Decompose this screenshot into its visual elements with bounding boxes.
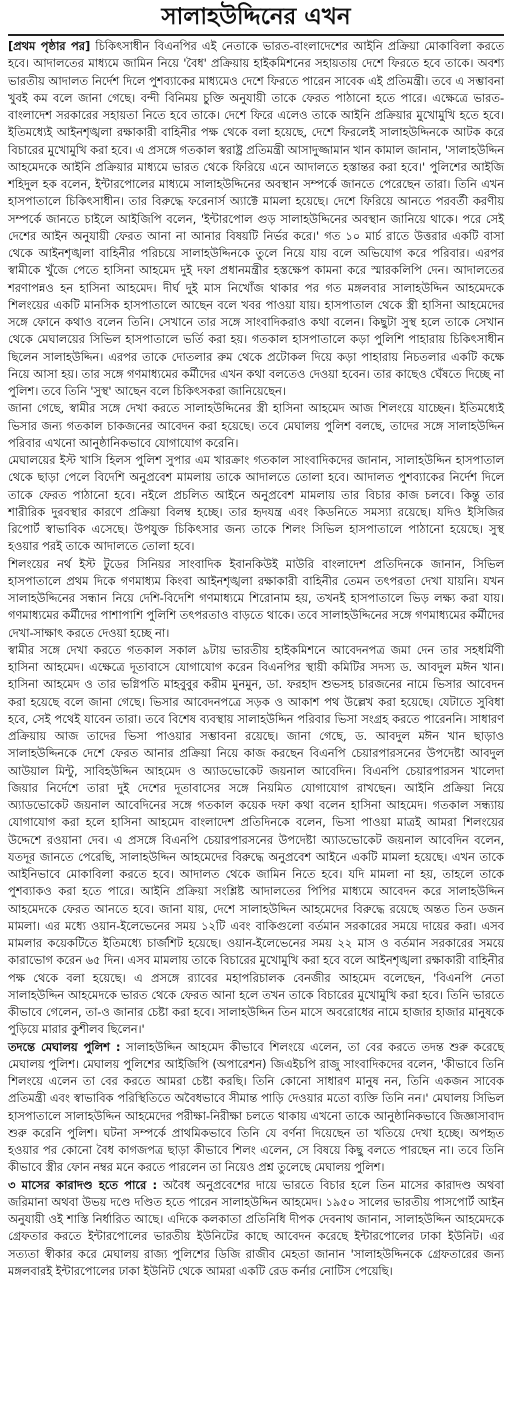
paragraph-text: সালাহউদ্দিন আহমেদ কীভাবে শিলংয়ে এলেন, তা বের করতে তদন্ত শুরু করেছে মেঘালয় পুলিশ। মেঘালয় পুলিশের আইজিপি (অপারেশন) জিএইচপি রাজু সাংবাদিকদের বলেন, 'কীভাবে তিনি শিলংয়ে এলেন তা বের করতে আমরা চেষ্টা করছি। তিনি কোনো সাধারণ মানুষ নন, তিনি একজন সাবেক প্রতিমন্ত্রী এবং স্বাভাবিক পরিস্থিতিতে অবৈধভাবে সীমান্ত পাড়ি দেওয়ার মতো ব্যক্তি তিনি নন।' মেঘালয় সিভিল হাসপাতালে সালাহউদ্দিন আহমেদের পরীক্ষা-নিরীক্ষা চলতে থাকায় এখনো তাকে আনুষ্ঠানিকভাবে জিজ্ঞাসাবাদ শুরু করেনি পুলিশ। ঘটনা সম্পর্কে প্রাথমিকভাবে তিনি যে বর্ণনা দিয়েছেন তা খতিয়ে দেখা হচ্ছে। অপহৃত হওয়ার পর কোনো বৈধ কাগজপত্র ছাড়া কীভাবে শিলং এলেন, সে বিষয়ে কিছু বলতে পারছেন না। তবে তিনি কীভাবে স্ত্রীর ফোন নম্বর মনে করতে পারলেন তা নিয়েও প্রশ্ন তুলেছে মেঘালয় পুলিশ। [8,1039,504,1175]
paragraph-5 [8,642,504,1039]
article-body [8,38,504,1280]
paragraph-text: অবৈধ অনুপ্রবেশের দায়ে ভারতে বিচার হলে তিন মাসের কারাদণ্ড অথবা জরিমানা অথবা উভয় দণ্ডে দণ্ডিত হতে পারেন সালাহউদ্দিন আহমেদ। ১৯৫০ সালের ভারতীয় পাসপোর্ট আইন অনুযায়ী ওই শাস্তি নির্ধারিত আছে। এদিকে কলকাতা প্রতিনিধি দীপক দেবনাথ জানান, সালাহউদ্দিন আহমেদকে গ্রেফতার করতে ইন্টারপোলের ভারতীয় ইউনিটের কাছে আবেদন করেছে ইন্টারপোলের ঢাকা ইউনিট। এর সত্যতা স্বীকার করে মেঘালয় রাজ্য পুলিশের ডিজি রাজীব মেহতা জানান 'সালাহউদ্দিনকে গ্রেফতারের জন্য মঙ্গলবারই ইন্টারপোলের ঢাকা ইউনিট থেকে আমরা একটি রেড কর্নার নোটিস পেয়েছি। [8,1177,504,1278]
subheading-meghalaya-police: তদন্তে মেঘালয় পুলিশ : [8,1039,121,1054]
paragraph-3 [8,452,504,556]
paragraph-text: মেঘালয়ের ইস্ট খাসি হিলস পুলিশ সুপার এম খারক্রাং গতকাল সাংবাদিকদের জানান, সালাহউদ্দিন হাসপাতাল থেকে ছাড়া পেলে বিদেশি অনুপ্রবেশ মামলায় তাকে আদালতে তোলা হবে। আদালত পুশব্যাকের নির্দেশ দিলে তাকে ফেরত পাঠানো হবে। নইলে প্রচলিত আইনে অনুপ্রবেশ মামলায় তার বিচার কাজ চলবে। কিন্তু তার শারীরিক দুরবস্থার কারণে প্রক্রিয়া বিলম্ব হচ্ছে। তার হৃদযন্ত্র এবং কিডনিতে সমস্যা রয়েছে। যদিও ইসিজির রিপোর্ট স্বাভাবিক এসেছে। উপযুক্ত চিকিৎসার জন্য তাকে শিলং সিভিল হাসপাতালে পাঠানো হয়েছে। সুস্থ হওয়ার পরই তাকে আদালতে তোলা হবে। [8,453,504,554]
paragraph-text: শিলংয়ের নর্থ ইস্ট টুডের সিনিয়র সাংবাদিক ইবানকিউই মাউরি বাংলাদেশ প্রতিদিনকে জানান, সিভিল হাসপাতালে প্রথম দিকে গণমাধ্যম কিংবা আইনশৃঙ্খলা রক্ষাকারী বাহিনীর তেমন তৎপরতা দেখা যায়নি। যখন সালাহউদ্দিনের সন্ধান নিয়ে দেশি-বিদেশি গণমাধ্যমে শিরোনাম হয়, তখনই হাসপাতালে ভিড় লক্ষ্য করা যায়। গণমাধ্যমের কর্মীদের পাশাপাশি পুলিশি তৎপরতাও বাড়তে থাকে। তবে সালাহউদ্দিনের সঙ্গে গণমাধ্যমের কর্মীদের দেখা-সাক্ষাৎ করতে দেওয়া হচ্ছে না। [8,556,504,640]
continuation-marker: [প্রথম পৃষ্ঠার পর] [8,39,91,53]
paragraph-text: জানা গেছে, স্বামীর সঙ্গে দেখা করতে সালাহউদ্দিনের স্ত্রী হাসিনা আহমেদ আজ শিলংয়ে যাচ্ছেন। ইতিমধ্যেই ভিসার জন্য গতকাল চাকজনের আবেদন করা হয়েছে। তবে মেঘালয় পুলিশ বলছে, তাদের সঙ্গে সালাহউদ্দিন পরিবার এখনো আনুষ্ঠানিকভাবে যোগাযোগ করেনি। [8,401,504,450]
headline: সালাহউদ্দিনের এখন [8,0,504,36]
subheading-three-months-prison: ৩ মাসের কারাদণ্ড হতে পারে : [8,1177,158,1192]
paragraph-4 [8,556,504,642]
paragraph-7 [8,1177,504,1281]
paragraph-text: স্বামীর সঙ্গে দেখা করতে গতকাল সকাল ৯টায় ভারতীয় হাইকমিশনে আবেদনপত্র জমা দেন তার সহধর্মিণী হাসিনা আহমেদ। এক্ষেত্রে দূতাবাসে যোগাযোগ করেন বিএনপির স্থায়ী কমিটির সদস্য ড. আবদুল মঈন খান। হাসিনা আহমেদ ও তার ভগ্নিপতি মাহবুবুর করীম মুনমুন, ডা. ফরহাদ শুভসহ চারজনের নামে ভিসার আবেদন করা হয়েছে বলে জানা গেছে। ভিসার আবেদনপত্রে সড়ক ও আকাশ পথ উল্লেখ করা হয়েছে। যেটাতে সুবিধা হবে, সেই পথেই যাবেন তারা। তবে বিশেষ ব্যবস্থায় সালাহউদ্দিন পরিবার ভিসা সংগ্রহ করতে পারেননি। সাধারণ প্রক্রিয়ায় আজ তাদের ভিসা পাওয়ার সম্ভাবনা রয়েছে। জানা গেছে, ড. আবদুল মঈন খান ছাড়াও সালাহউদ্দিনকে দেশে ফেরত আনার প্রক্রিয়া নিয়ে কাজ করছেন বিএনপি চেয়ারপারসনের উপদেষ্টা আবদুল আউয়াল মিন্টু, সাবিহউদ্দিন আহমেদ ও অ্যাডভোকেট জয়নাল আবেদিন। বিএনপি চেয়ারপারসন খালেদা জিয়ার নির্দেশে তারা দুই দেশের দূতাবাসের সঙ্গে নিয়মিত যোগাযোগ রাখছেন। আইনি প্রক্রিয়া নিয়ে অ্যাডভোকেট জয়নাল আবেদিনের সঙ্গে গতকাল কয়েক দফা কথা বলেন হাসিনা আহমেদ। গতকাল সন্ধ্যায় যোগাযোগ করা হলে হাসিনা আহমেদ বাংলাদেশ প্রতিদিনকে বলেন, ভিসা পাওয়া মাত্রই আমরা শিলংয়ের উদ্দেশে রওয়ানা দেব। এ প্রসঙ্গে বিএনপি চেয়ারপারসনের উপদেষ্টা অ্যাডভোকেট জয়নাল আবেদিন বলেন, যতদূর জানতে পেরেছি, সালাহউদ্দিন আহমেদের বিরুদ্ধে অনুপ্রবেশ আইনে একটি মামলা হয়েছে। এখন তাকে আইনিভাবে মোকাবিলা করতে হবে। আদালত থেকে জামিন নিতে হবে। যদি মামলা না হয়, তাহলে তাকে পুশব্যাকও করা হতে পারে। আইনি প্রক্রিয়া সংশ্লিষ্ট আদালতের পিপির মাধ্যমে আবেদন করে সালাহউদ্দিন আহমেদকে ফেরত আনতে হবে। জানা যায়, দেশে সালাহউদ্দিন আহমেদের বিরুদ্ধে রয়েছে অন্তত তিন ডজন মামলা। এর মধ্যে ওয়ান-ইলেভেনের সময় ১২টি এবং বাকিগুলো বর্তমান সরকারের সময়ে দায়ের করা। এসব মামলার কয়েকটিতে ইতিমধ্যে চার্জশিট হয়েছে। ওয়ান-ইলেভেনের সময় ২২ মাস ও বর্তমান সরকারের সময়ে কারাভোগ করেন ৬৫ দিন। এসব মামলায় তাকে বিচারের মুখোমুখি করা হবে বলে আইনশৃঙ্খলা রক্ষাকারী বাহিনীর পক্ষ থেকে বলা হয়েছে। এ প্রসঙ্গে র‌্যাবের মহাপরিচালক বেনজীর আহমেদ বলেছেন, 'বিএনপি নেতা সালাহউদ্দিন আহমেদকে ভারত থেকে ফেরত আনা হলে তখন তাকে বিচারের মুখোমুখি করা হবে। তিনি ভারতে কীভাবে গেলেন, তা-ও জানার চেষ্টা করা হবে। সালাহউদ্দিন তিন মাসে অবরোধের নামে হাজার হাজার মানুষকে পুড়িয়ে মারার কুশীলব ছিলেন।' [8,642,504,1037]
paragraph-2 [8,400,504,452]
paragraph-1 [8,38,504,400]
paragraph-text: চিকিৎসাধীন বিএনপির এই নেতাকে ভারত-বাংলাদেশের আইনি প্রক্রিয়া মোকাবিলা করতে হবে। আদালতের মাধ্যমে জামিন নিয়ে 'বৈধ' প্রক্রিয়ায় হাইকমিশনের সহায়তায় দেশে ফিরতে হবে তাকে। অবশ্য ভারতীয় আদালত নির্দেশ দিলে পুশব্যাকের মাধ্যমেও দেশে ফিরতে পারেন সাবেক এই প্রতিমন্ত্রী। তবে এ সম্ভাবনা খুবই কম বলে জানা গেছে। বন্দী বিনিময় চুক্তি অনুযায়ী তাকে ফেরত পাঠানো হতে পারে। এক্ষেত্রে ভারত-বাংলাদেশ সরকারের সহায়তা নিতে হবে তাকে। দেশে ফিরে এলেও তাকে আইনি প্রক্রিয়ার মুখোমুখি হতে হবে। ইতিমধ্যেই আইনশৃঙ্খলা রক্ষাকারী বাহিনীর পক্ষ থেকে বলা হয়েছে, দেশে ফিরলেই সালাহউদ্দিনকে আটক করে বিচারের মুখোমুখি করা হবে। এ প্রসঙ্গে গতকাল স্বরাষ্ট্র প্রতিমন্ত্রী আসাদুজ্জামান খান কামাল জানান, 'সালাহউদ্দিন আহমেদকে আইনি প্রক্রিয়ার মাধ্যমে ভারত থেকে ফিরিয়ে এনে আদালতে হস্তান্তর করা হবে।' পুলিশের আইজি শহিদুল হক বলেন, ইন্টারপোলের মাধ্যমে সালাহউদ্দিনের অবস্থান সম্পর্কে জানতে পেরেছেন তারা। তিনি এখন হাসপাতালে চিকিৎসাধীন। তার বিরুদ্ধে ফরেনার্স অ্যাক্টে মামলা হয়েছে। দেশে ফিরিয়ে আনতে পরবর্তী করণীয় সম্পর্কে জানতে চাইলে আইজিপি বলেন, 'ইন্টারপোল গুড় সালাহউদ্দিনের অবস্থান জানিয়ে থাকে। পরে সেই দেশের আইন অনুযায়ী ফেরত আনা না আনার বিষয়টি নির্ভর করে।' গত ১০ মার্চ রাতে উত্তরার একটি বাসা থেকে আইনশৃঙ্খলা বাহিনীর পরিচয়ে সালাহউদ্দিনকে তুলে নিয়ে যায় বলে অভিযোগ করে পরিবার। এরপর স্বামীকে খুঁজে পেতে হাসিনা আহমেদ দুই দফা প্রধানমন্ত্রীর হস্তক্ষেপ কামনা করে স্মারকলিপি দেন। আদালতের শরণাপন্নও হন হাসিনা আহমেদ। দীর্ঘ দুই মাস নিখোঁজ থাকার পর গত মঙ্গলবার সালাহউদ্দিন আহমেদকে শিলংয়ের একটি মানসিক হাসপাতালে আছেন বলে খবর পাওয়া যায়। হাসপাতাল থেকে স্ত্রী হাসিনা আহমেদের সঙ্গে ফোনে কথাও বলেন তিনি। সেখানে তার সঙ্গে সাংবাদিকরাও কথা বলেন। কিছুটা সুস্থ হলে তাকে সেখান থেকে মেঘালয়ের সিভিল হাসপাতালে ভর্তি করা হয়। গতকাল হাসপাতালে কড়া পুলিশি পাহারায় চিকিৎসাধীন ছিলেন সালাহউদ্দিন। এরপর তাকে দোতলার রুম থেকে প্রটোকল দিয়ে কড়া পাহারায় নিচতলার একটি কক্ষে নিয়ে আসা হয়। তার সঙ্গে গণমাধ্যমের কর্মীদের এখন কথা বলতেও দেওয়া হবেন। তার কাছেও ঘেঁষতে দিচ্ছে না পুলিশ। তবে তিনি 'সুস্থ' আছেন বলে চিকিৎসকরা জানিয়েছেন। [8,39,504,398]
paragraph-6 [8,1039,504,1177]
